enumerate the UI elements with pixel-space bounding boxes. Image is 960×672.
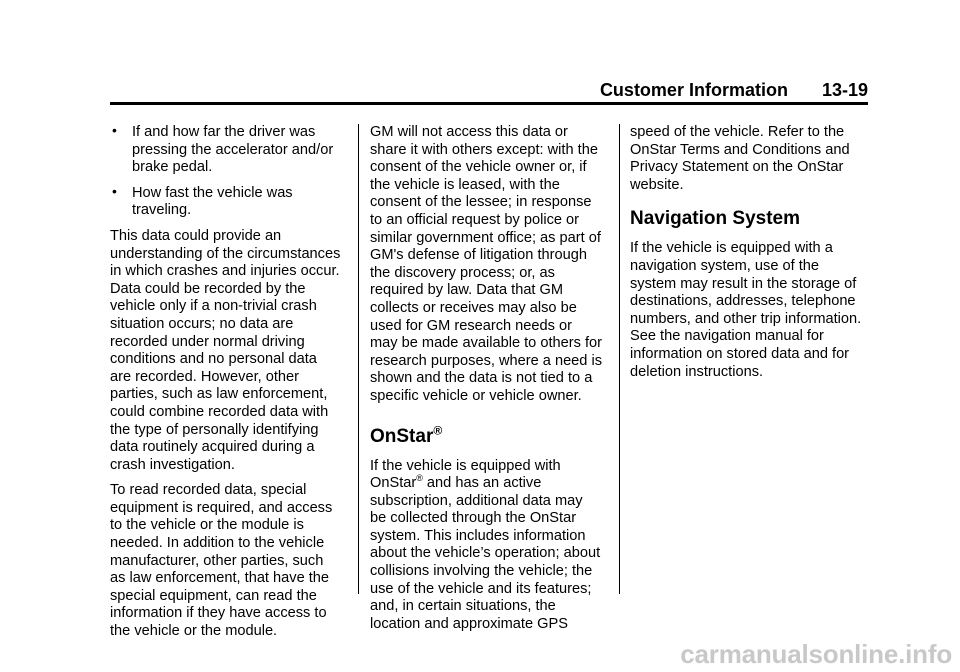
column-3 <box>630 124 862 389</box>
bullet-icon: • <box>112 182 117 199</box>
paragraph: If the vehicle is equipped with a navigation system, use of the system may result in the storage of destinations, addresses, telephone numbers, and other trip information. See the navigation manual for information on stored data and for deletion instructions. <box>630 240 862 380</box>
bullet-text: How fast the vehicle was traveling. <box>132 184 293 219</box>
paragraph: To read recorded data, special equipment is required, and access to the vehicle or the module is needed. In addition to the vehicle manufacturer, other parties, such as law enforcement, that have the special equipment, can read the information if they have access to the vehicle or the module. <box>110 482 333 640</box>
watermark: carmanualsonline.info <box>680 639 952 669</box>
bullet-icon: • <box>112 122 117 138</box>
column-1 <box>110 124 342 649</box>
paragraph: This data could provide an understanding of the circumstances in which crashes and injuries occur. Data could be recorded by the vehicle only if a non-trivial crash situation occurs; no data are recorded under normal driving conditions and no personal data are recorded. However, other parties, such as law enforcement, could combine recorded data with the type of personally identifying data routinely acquired during a crash investigation. <box>110 227 341 473</box>
paragraph: GM will not access this data or share it with others except: with the consent of the vehicle owner or, if the vehicle is leased, with the consent of the lessee; in response to an official request by police or similar government office; as part of GM's defense of litigation through the discovery process; or, as required by law. Data that GM collects or receives may also be used for GM research needs or may be made available to others for research purposes, where a need is shown and the data is not tied to a specific vehicle or vehicle owner. <box>370 124 603 404</box>
list-item <box>110 124 342 177</box>
section-title: Customer Information <box>599 80 788 100</box>
page-number: 13-19 <box>821 80 868 100</box>
bullet-text: If and how far the driver was pressing the accelerator and/or brake pedal. <box>132 124 334 176</box>
section-heading-onstar: OnStar® <box>370 423 443 447</box>
column-divider <box>358 124 359 594</box>
list-item <box>110 182 342 220</box>
paragraph: speed of the vehicle. Refer to the OnStar Terms and Conditions and Privacy Statement on the OnStar website. <box>630 124 850 193</box>
column-2 <box>370 124 602 641</box>
column-divider <box>619 124 620 594</box>
registered-mark: ® <box>433 423 443 438</box>
header-rule <box>110 102 868 105</box>
registered-mark: ® <box>416 473 423 484</box>
section-heading-navigation: Navigation System <box>630 208 800 230</box>
page-header <box>600 80 868 101</box>
paragraph: If the vehicle is equipped with OnStar® and has an active subscription, additional data may be collected through the OnStar system. This includes information about the vehicle’s operation; about collisions involving the vehicle; the use of the vehicle and its features; and, in certain situations, the location and approximate GPS <box>370 457 601 632</box>
